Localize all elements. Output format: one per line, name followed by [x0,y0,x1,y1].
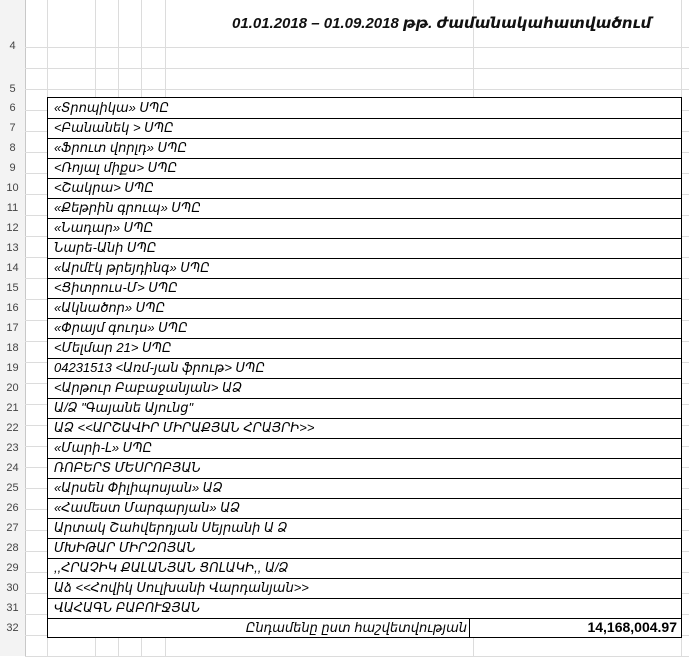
table-row[interactable] [48,498,681,519]
row-number[interactable]: 26 [6,502,19,514]
table-row[interactable] [48,118,681,139]
organization-name: «Նադար» ՍՊԸ [54,220,154,235]
organization-name: Աձ <<Հովիկ Սուլխանի Վարդանյան>> [54,580,309,595]
row-number[interactable]: 27 [6,522,19,534]
organization-name: «Ակնածոր» ՍՊԸ [54,300,166,315]
grid-line [25,68,689,69]
row-number[interactable]: 13 [6,242,19,254]
table-row[interactable] [48,258,681,279]
total-label: Ընդամենը ըստ հաշվետվության [245,620,467,635]
row-number[interactable]: 25 [6,482,19,494]
row-number[interactable]: 30 [6,582,19,594]
table-row[interactable] [48,578,681,599]
organization-name: <Մելմար 21> ՍՊԸ [54,340,172,355]
organization-name: ՎԱՀԱԳՆ ԲԱԲՈՒՋՅԱՆ [54,600,201,615]
organization-name: ,,ՀՐԱՉԻԿ ՔԱԼԱՆՅԱՆ ՑՈԼԱԿԻ,, Ա/Ձ [54,560,289,575]
row-number[interactable]: 24 [6,462,19,474]
column-divider [469,618,470,638]
table-row[interactable] [48,178,681,199]
organization-name: <Բանանեկ > ՍՊԸ [54,120,174,135]
row-number[interactable]: 7 [9,122,16,134]
organization-name: «Փրայմ գուդս» ՍՊԸ [54,320,188,335]
grid-line [25,47,689,48]
row-number[interactable]: 29 [6,562,19,574]
row-number[interactable]: 31 [6,602,19,614]
row-number[interactable]: 19 [6,362,19,374]
table-row[interactable] [48,418,681,439]
organization-name: «Արսեն Փիլիպոսյան» ԱՁ [54,480,223,495]
table-row[interactable] [48,238,681,259]
organizations-table [47,97,682,638]
report-period-title[interactable]: 01.01.2018 – 01.09.2018 թթ. ժամանակահատվածում [232,15,652,32]
organization-name: 04231513 <Առմ-յան ֆրութ> ՍՊԸ [54,360,265,375]
organization-name: <Արթուր Բաբաջանյան> ԱՁ [54,380,243,395]
table-row[interactable] [48,518,681,539]
table-row[interactable] [48,98,681,119]
table-row[interactable] [48,198,681,219]
organization-name: Արտակ Շահվերդյան Սեյրանի Ա Ձ [54,520,288,535]
total-value: 14,168,004.97 [587,619,677,635]
organization-name: «Ֆրուտ վորլդ» ՍՊԸ [54,140,188,155]
row-number[interactable]: 17 [6,322,19,334]
table-row[interactable] [48,158,681,179]
row-number[interactable]: 21 [6,402,19,414]
organization-name: ՌՈԲԵՐՏ ՄԵՍՐՈԲՅԱՆ [54,460,201,475]
organization-name: «Քեթրին գրուպ» ՍՊԸ [54,200,201,215]
row-number[interactable]: 32 [6,622,19,634]
table-row[interactable] [48,558,681,579]
table-row[interactable] [48,438,681,459]
row-number[interactable]: 18 [6,342,19,354]
organization-name: «Տրոպիկա» ՍՊԸ [54,100,169,115]
table-row[interactable] [48,538,681,559]
organization-name: «Մարի-Լ» ՍՊԸ [54,440,153,455]
table-row[interactable] [48,378,681,399]
organization-name: <Ցիտրուս-Մ> ՍՊԸ [54,280,178,295]
row-number[interactable]: 10 [6,182,19,194]
row-number[interactable]: 16 [6,302,19,314]
table-row[interactable] [48,218,681,239]
organization-name: <Ռոյալ միքս> ՍՊԸ [54,160,178,175]
row-number[interactable]: 23 [6,442,19,454]
row-number[interactable]: 11 [6,202,19,214]
total-row[interactable] [48,618,681,638]
organization-name: <Շակրա> ՍՊԸ [54,180,154,195]
organization-name: ՄԽԻԹԱՐ ՄԻՐԶՈՅԱՆ [54,540,196,555]
row-number[interactable]: 20 [6,382,19,394]
table-row[interactable] [48,318,681,339]
table-row[interactable] [48,358,681,379]
organization-name: ԱՁ <<ԱՐՇԱՎԻՐ ՄԻՐԱՔՅԱՆ ՀՐԱՅՐԻ>> [54,420,315,435]
table-row[interactable] [48,278,681,299]
row-number[interactable]: 4 [9,40,16,52]
row-number[interactable]: 9 [9,162,16,174]
row-number[interactable]: 6 [9,102,16,114]
grid-line [25,89,689,90]
table-row[interactable] [48,458,681,479]
table-row[interactable] [48,298,681,319]
row-number[interactable]: 28 [6,542,19,554]
table-row[interactable] [48,138,681,159]
organization-name: Նարե-Անի ՍՊԸ [54,240,157,255]
organization-name: «Համեստ Մարգարյան» ԱՁ [54,500,241,515]
row-number[interactable]: 12 [6,222,19,234]
row-number[interactable]: 5 [9,83,16,95]
table-row[interactable] [48,398,681,419]
organization-name: Ա/Ձ "Գայանե Այունց" [54,400,194,415]
row-number[interactable]: 8 [9,142,16,154]
table-row[interactable] [48,478,681,499]
row-number[interactable]: 14 [6,262,19,274]
row-number[interactable]: 22 [6,422,19,434]
row-number[interactable]: 15 [6,282,19,294]
organization-name: «Արմէկ թրեյդինգ» ՍՊԸ [54,260,210,275]
table-row[interactable] [48,338,681,359]
table-row[interactable] [48,598,681,619]
